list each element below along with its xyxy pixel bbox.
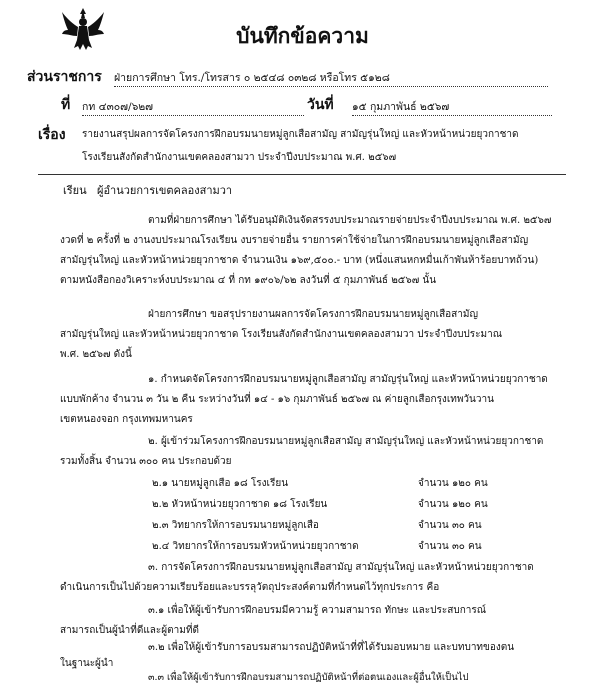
subject-label: เรื่อง bbox=[38, 127, 66, 143]
participant-count: จำนวน ๓๐ คน bbox=[418, 541, 482, 552]
participant-label: ๒.๓ วิทยากรให้การอบรมนายหมู่ลูกเสือ bbox=[152, 520, 319, 531]
item1-line-3: เขตหนองจอก กรุงเทพมหานคร bbox=[60, 414, 193, 425]
participant-count: จำนวน ๑๒๐ คน bbox=[418, 499, 488, 510]
date-label: วันที่ bbox=[307, 97, 334, 113]
to-value: ผู้อำนวยการเขตคลองสามวา bbox=[97, 184, 233, 197]
para1-line-3: สามัญรุ่นใหญ่ และหัวหน้าหน่วยยุวกาชาด จำนวนเงิน ๑๖๙,๕๐๐.- บาท (หนึ่งแสนหกหมื่นเก้าพันห้าร้อยบาทถ้วน) bbox=[60, 255, 539, 266]
memo-title: บันทึกข้อความ bbox=[236, 23, 369, 48]
participant-count: จำนวน ๓๐ คน bbox=[418, 520, 482, 531]
item3-line-1: ๓. การจัดโครงการฝึกอบรมนายหมู่ลูกเสือสามัญ สามัญรุ่นใหญ่ และหัวหน้าหน่วยยุวกาชาด bbox=[148, 562, 534, 573]
para1-line-2: งวดที่ ๒ ครั้งที่ ๒ งานงบประมาณโรงเรียน งบรายจ่ายอื่น รายการค่าใช้จ่ายในการฝึกอบรมนายหมู่ลูกเสือสามัญ bbox=[60, 235, 529, 246]
ref-label: ที่ bbox=[61, 97, 71, 113]
item3-1-line-2: สามารถเป็นผู้นำที่ดีและผู้ตามที่ดี bbox=[60, 625, 199, 636]
participant-label: ๒.๑ นายหมู่ลูกเสือ ๑๘ โรงเรียน bbox=[152, 478, 289, 489]
agency-value: ฝ่ายการศึกษา โทร./โทรสาร ๐ ๒๕๔๘ ๐๓๒๘ หรือโทร ๕๑๒๘ bbox=[114, 69, 548, 87]
item3-2-line-1: ๓.๒ เพื่อให้ผู้เข้ารับการอบรมสามารถปฏิบัติหน้าที่ที่ได้รับมอบหมาย และบทบาทของตน bbox=[148, 642, 515, 653]
para2-line-2: สามัญรุ่นใหญ่ และหัวหน้าหน่วยยุวกาชาด โรงเรียนสังกัดสำนักงานเขตคลองสามวา ประจำปีงบประมาณ bbox=[60, 329, 503, 340]
item2-line-1: ๒. ผู้เข้าร่วมโครงการฝึกอบรมนายหมู่ลูกเสือสามัญ สามัญรุ่นใหญ่ และหัวหน้าหน่วยยุวกาชาด bbox=[148, 436, 544, 447]
item2-line-2: รวมทั้งสิ้น จำนวน ๓๐๐ คน ประกอบด้วย bbox=[60, 456, 232, 467]
ref-value: กท ๔๓๐๗/๖๒๗ bbox=[82, 98, 304, 116]
para1-line-1: ตามที่ฝ่ายการศึกษา ได้รับอนุมัติเงินจัดสรรงบประมาณรายจ่ายประจำปีงบประมาณ พ.ศ. ๒๕๖๗ bbox=[148, 215, 552, 226]
header-divider bbox=[38, 174, 566, 175]
item3-line-2: ดำเนินการเป็นไปด้วยความเรียบร้อยและบรรลุวัตถุประสงค์ตามที่กำหนดไว้ทุกประการ คือ bbox=[60, 582, 440, 593]
subject-line-1: รายงานสรุปผลการจัดโครงการฝึกอบรมนายหมู่ลูกเสือสามัญ สามัญรุ่นใหญ่ และหัวหน้าหน่วยยุวกาชาด bbox=[82, 129, 519, 140]
participant-label: ๒.๒ หัวหน้าหน่วยยุวกาชาด ๑๘ โรงเรียน bbox=[152, 499, 328, 510]
para2-line-3: พ.ศ. ๒๕๖๗ ดังนี้ bbox=[60, 349, 132, 360]
date-value: ๑๕ กุมภาพันธ์ ๒๕๖๗ bbox=[352, 98, 552, 116]
para1-line-4: ตามหนังสือกองวิเคราะห์งบประมาณ ๔ ที่ กท ๑๙๐๖/๖๒ ลงวันที่ ๕ กุมภาพันธ์ ๒๕๖๗ นั้น bbox=[60, 275, 437, 286]
agency-label: ส่วนราชการ bbox=[27, 69, 102, 85]
to-label: เรียน bbox=[63, 184, 87, 197]
item1-line-2: แบบพักค้าง จำนวน ๓ วัน ๒ คืน ระหว่างวันที่ ๑๔ - ๑๖ กุมภาพันธ์ ๒๕๖๗ ณ ค่ายลูกเสือกรุงเทพวันวาน bbox=[60, 394, 494, 405]
item3-1-line-1: ๓.๑ เพื่อให้ผู้เข้ารับการฝึกอบรมมีความรู้ ความสามารถ ทักษะ และประสบการณ์ bbox=[148, 605, 487, 616]
subject-line-2: โรงเรียนสังกัดสำนักงานเขตคลองสามวา ประจำปีงบประมาณ พ.ศ. ๒๕๖๗ bbox=[82, 152, 397, 163]
participant-label: ๒.๔ วิทยากรให้การอบรมหัวหน้าหน่วยยุวกาชาด bbox=[152, 541, 359, 552]
participant-count: จำนวน ๑๒๐ คน bbox=[418, 478, 488, 489]
para2-line-1: ฝ่ายการศึกษา ขอสรุปรายงานผลการจัดโครงการฝึกอบรมนายหมู่ลูกเสือสามัญ bbox=[148, 309, 479, 320]
item3-2-line-2: ในฐานะผู้นำ bbox=[60, 658, 114, 669]
item3-3-line-1: ๓.๓ เพื่อให้ผู้เข้ารับการฝึกอบรมสามารถปฏิบัติหน้าที่ต่อตนเองและผู้อื่นให้เป็นไป bbox=[148, 672, 469, 683]
item1-line-1: ๑. กำหนดจัดโครงการฝึกอบรมนายหมู่ลูกเสือสามัญ สามัญรุ่นใหญ่ และหัวหน้าหน่วยยุวกาชาด bbox=[148, 374, 548, 385]
